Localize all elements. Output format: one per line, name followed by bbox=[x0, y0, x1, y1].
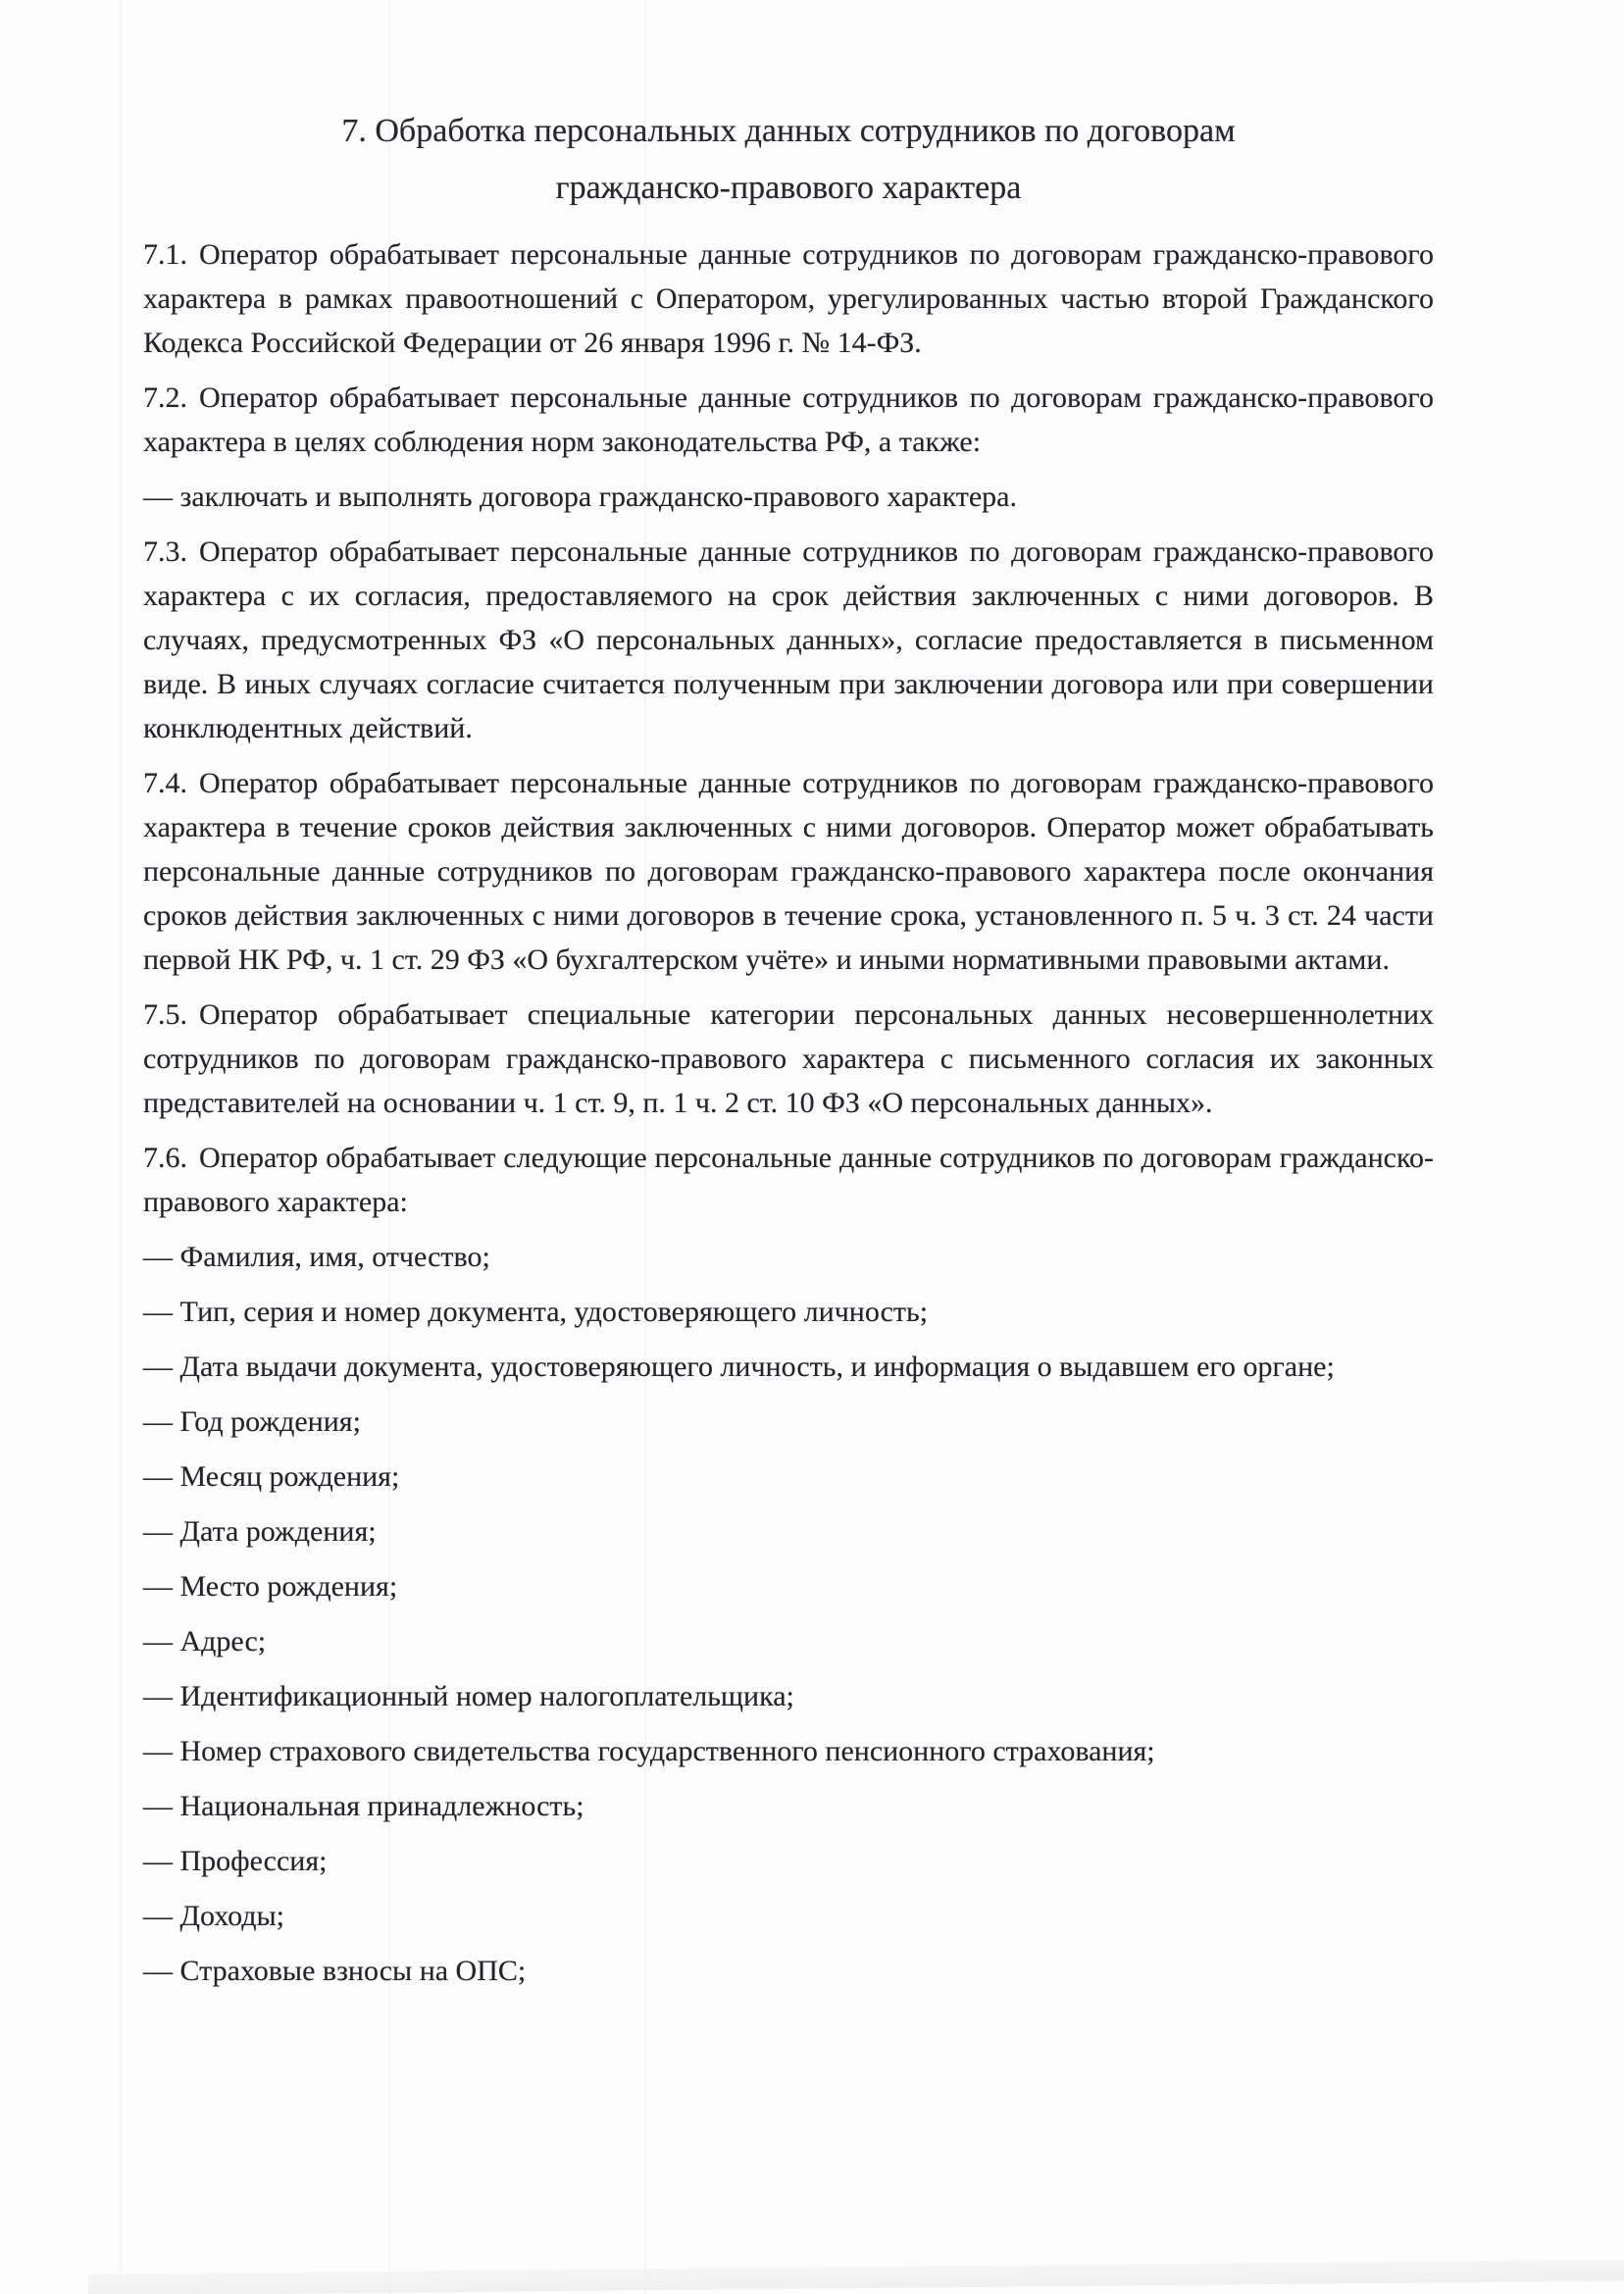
paragraph-7-1 bbox=[143, 232, 1434, 365]
list-item-income: — Доходы; bbox=[143, 1900, 284, 1932]
paragraph-7-2 bbox=[143, 376, 1434, 464]
list-item-surname: — Фамилия, имя, отчество; bbox=[143, 1241, 490, 1273]
list-item-id-document-issue: — Дата выдачи документа, удостоверяющего личность, и информация о выдавшем его органе; bbox=[143, 1351, 1335, 1383]
section-title-line-1: 7. Обработка персональных данных сотрудников по договорам bbox=[341, 113, 1236, 149]
list-item-address: — Адрес; bbox=[143, 1625, 267, 1657]
list-item-pension-insurance-number: — Номер страхового свидетельства государственного пенсионного страхования; bbox=[143, 1735, 1155, 1767]
clause-text: Оператор обрабатывает персональные данные сотрудников по договорам гражданско-правового характера в рамках правоотношений с Оператором, урегулированных частью второй Гражданского Кодекса Российской Федерации от 26 января 1996 г. № 14-ФЗ. bbox=[143, 238, 1434, 359]
clause-text: Оператор обрабатывает следующие персональные данные сотрудников по договорам гражданско-правового характера: bbox=[143, 1142, 1434, 1218]
clause-text: Оператор обрабатывает персональные данные сотрудников по договорам гражданско-правового характера в течение сроков действия заключенных с ними договоров. Оператор может обрабатывать персональные данные сотрудников по договорам гражданско-правового характера после окончания сроков действия заключенных с ними договоров в течение срока, установленного п. 5 ч. 3 ст. 24 части первой НК РФ, ч. 1 ст. 29 ФЗ «О бухгалтерском учёте» и иными нормативными правовыми актами. bbox=[143, 767, 1434, 976]
list-item-id-document: — Тип, серия и номер документа, удостоверяющего личность; bbox=[143, 1296, 929, 1328]
list-item-birth-year: — Год рождения; bbox=[143, 1405, 361, 1438]
page-edge-shadow bbox=[88, 2259, 1624, 2294]
clause-number: 7.2. bbox=[143, 382, 187, 414]
list-item-inn: — Идентификационный номер налогоплательщика; bbox=[143, 1680, 794, 1712]
clause-text: Оператор обрабатывает персональные данные сотрудников по договорам гражданско-правового характера в целях соблюдения норм законодательства РФ, а также: bbox=[143, 382, 1434, 458]
clause-number: 7.4. bbox=[143, 767, 187, 799]
clause-text: Оператор обрабатывает специальные категории персональных данных несовершеннолетних сотрудников по договорам гражданско-правового характера с письменного согласия их законных представителей на основании ч. 1 ст. 9, п. 1 ч. 2 ст. 10 ФЗ «О персональных данных». bbox=[143, 998, 1434, 1119]
list-item-birth-month: — Месяц рождения; bbox=[143, 1460, 400, 1493]
list-item-birth-place: — Место рождения; bbox=[143, 1570, 398, 1603]
list-item-ops-contributions: — Страховые взносы на ОПС; bbox=[143, 1955, 527, 1987]
clause-number: 7.3. bbox=[143, 535, 187, 568]
clause-text: Оператор обрабатывает персональные данные сотрудников по договорам гражданско-правового характера с их согласия, предоставляемого на срок действия заключенных с ними договоров. В случаях, предусмотренных ФЗ «О персональных данных», согласие предоставляется в письменном виде. В иных случаях согласие считается полученным при заключении договора или при совершении конклюдентных действий. bbox=[143, 535, 1434, 744]
paragraph-7-4 bbox=[143, 761, 1434, 982]
list-item-nationality: — Национальная принадлежность; bbox=[143, 1790, 584, 1822]
list-item-profession: — Профессия; bbox=[143, 1845, 328, 1877]
paragraph-7-6 bbox=[143, 1136, 1434, 1224]
section-title bbox=[143, 103, 1434, 217]
list-item-birth-date: — Дата рождения; bbox=[143, 1515, 377, 1548]
paragraph-7-2-dash-item: — заключать и выполнять договора гражданско-правового характера. bbox=[143, 481, 1017, 513]
section-title-line-2: гражданско-правового характера bbox=[555, 170, 1022, 206]
paragraph-7-3 bbox=[143, 530, 1434, 750]
document-content bbox=[143, 103, 1434, 2004]
clause-number: 7.6. bbox=[143, 1142, 187, 1174]
scan-seam-line bbox=[120, 0, 122, 2294]
clause-number: 7.1. bbox=[143, 238, 187, 271]
clause-number: 7.5. bbox=[143, 998, 187, 1031]
paragraph-7-5 bbox=[143, 993, 1434, 1125]
